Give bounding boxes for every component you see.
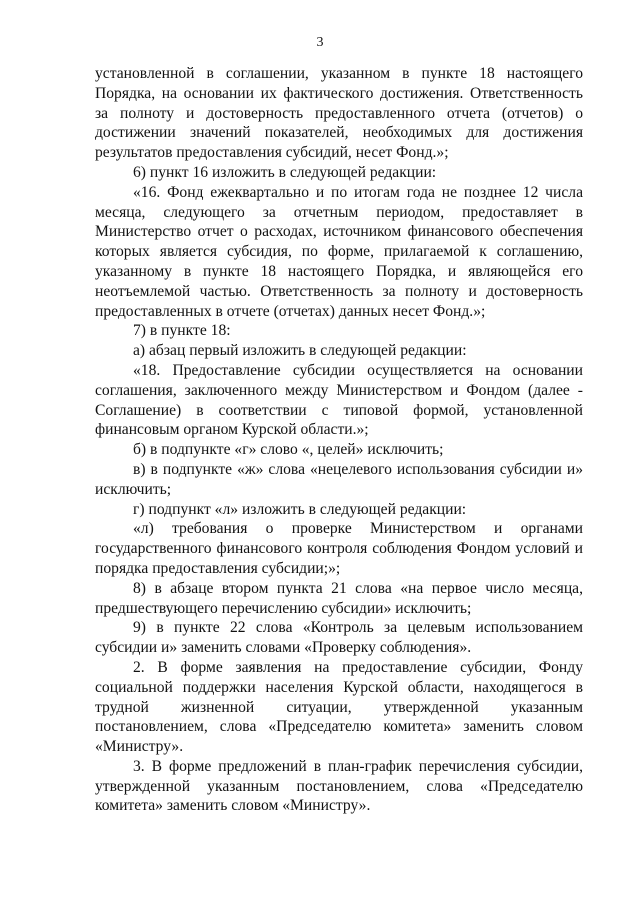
paragraph-item-9: 9) в пункте 22 слова «Контроль за целевым использованием субсидии и» заменить словами «Проверку соблюдения». — [95, 619, 583, 657]
paragraph-continuation: установленной в соглашении, указанном в пункте 18 настоящего Порядка, на основании их фактического достижения. Ответственность за полноту и достоверность предоставленного отчета (отчетов) о достижении значений показателей, необходимых для достижения результатов предоставления субсидий, несет Фонд.»; — [95, 65, 583, 162]
paragraph-item-6: 6) пункт 16 изложить в следующей редакции: — [133, 163, 437, 181]
paragraph-quote-18: «18. Предоставление субсидии осуществляется на основании соглашения, заключенного между Министерством и Фондом (далее - Соглашение) в соответствии с типовой формой, установленной финансовым органом Курской области.»; — [95, 361, 583, 439]
paragraph-subitem-b: б) в подпункте «г» слово «, целей» исключить; — [133, 441, 444, 459]
document-body — [95, 64, 583, 816]
paragraph-quote-16: «16. Фонд ежеквартально и по итогам года не позднее 12 числа месяца, следующего за отчетным периодом, предоставляет в Министерство отчет о расходах, источником финансового обеспечения которых является субсидия, по форме, прилагаемой к соглашению, указанному в пункте 18 настоящего Порядка, и являющейся его неотъемлемой частью. Ответственность за полноту и достоверность предоставленных в отчете (отчетах) данных несет Фонд.»; — [95, 183, 583, 320]
page-number: 3 — [316, 35, 324, 50]
paragraph-item-8: 8) в абзаце втором пункта 21 слова «на первое число месяца, предшествующего перечислению субсидии» исключить; — [95, 579, 583, 617]
paragraph-section-2: 2. В форме заявления на предоставление субсидии, Фонду социальной поддержки населения Курской области, находящегося в трудной жизненной ситуации, утвержденной указанным постановлением, слова «Председателю комитета» заменить словом «Министру». — [95, 658, 583, 756]
paragraph-subitem-a: а) абзац первый изложить в следующей редакции: — [133, 342, 467, 360]
paragraph-quote-l: «л) требования о проверке Министерством и органами государственного финансового контроля соблюдения Фондом условий и порядка предоставления субсидии;»; — [95, 520, 583, 577]
paragraph-section-3: 3. В форме предложений в план-график перечисления субсидии, утвержденной указанным постановлением, слова «Председателю комитета» заменить словом «Министру». — [95, 757, 583, 815]
paragraph-item-7: 7) в пункте 18: — [133, 322, 231, 340]
paragraph-subitem-v: в) в подпункте «ж» слова «нецелевого использования субсидии и» исключить; — [95, 460, 583, 498]
paragraph-subitem-g: г) подпункт «л» изложить в следующей редакции: — [133, 500, 467, 518]
